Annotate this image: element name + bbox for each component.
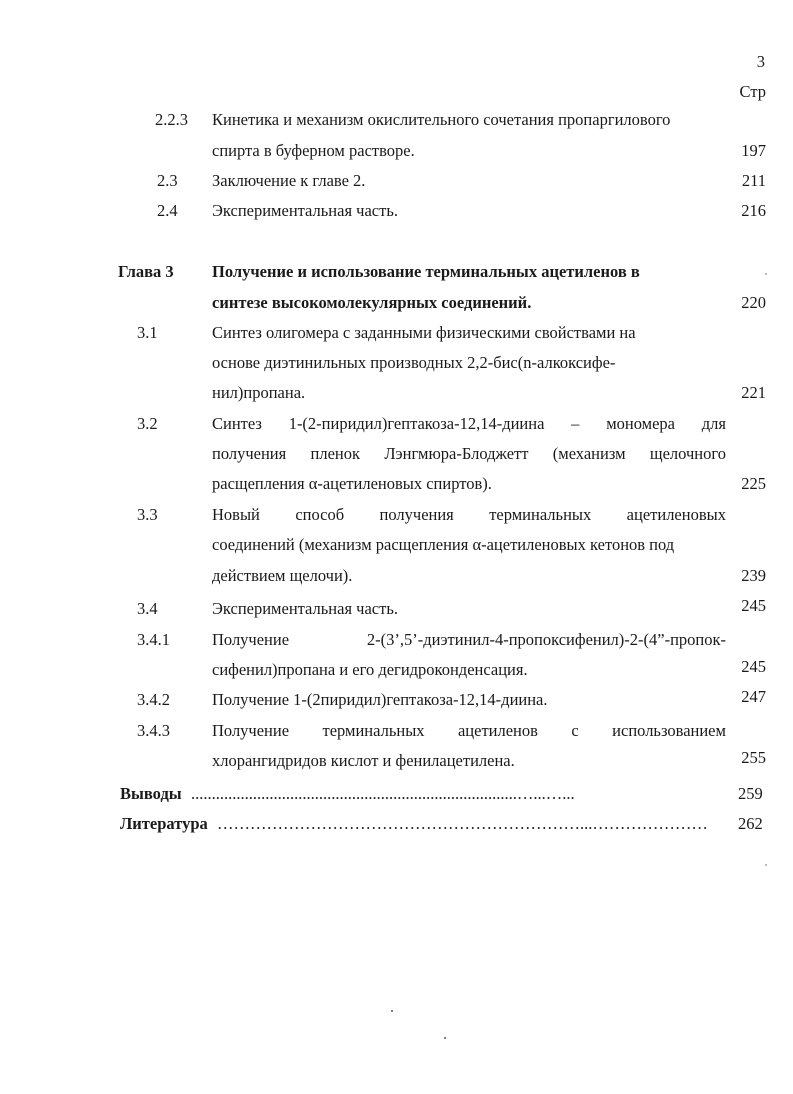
toc-number: 3.2 — [137, 414, 158, 433]
word: Лэнгмюра-Блоджетт — [384, 444, 529, 463]
word: 1-(2-пиридил)гептакоза-12,14-диина — [288, 414, 545, 433]
leader-dots: …………………………………………………………...………………… — [217, 814, 708, 833]
word: мономера — [606, 414, 675, 433]
toc-number: 3.4.1 — [137, 630, 170, 649]
word: терминальных — [489, 505, 592, 524]
word: Синтез — [212, 414, 262, 433]
word: пленок — [310, 444, 361, 463]
toc-number: 3.4.3 — [137, 721, 170, 740]
word: Получение — [212, 630, 290, 649]
word: с — [571, 721, 579, 740]
page-column-label: Стр — [739, 82, 766, 101]
toc-page-number: 225 — [741, 474, 766, 493]
toc-number: 3.3 — [137, 505, 158, 524]
toc-number: 3.4 — [137, 599, 158, 618]
toc-entry-justified-line — [212, 505, 726, 525]
word: ацетиленовых — [626, 505, 726, 524]
scan-speck — [765, 273, 767, 275]
toc-entry-justified-line — [212, 721, 726, 741]
toc-page-number: 211 — [741, 171, 766, 190]
toc-page-number: 245 — [741, 596, 766, 615]
toc-entry-text: Экспериментальная часть. — [212, 599, 398, 618]
scan-speck — [391, 1010, 393, 1012]
toc-number: 2.2.3 — [155, 110, 188, 129]
word: – — [571, 414, 580, 433]
toc-page-number: 245 — [741, 657, 766, 676]
toc-entry-text: действием щелочи). — [212, 566, 353, 585]
scan-speck — [765, 864, 767, 866]
toc-page-number: 239 — [741, 566, 766, 585]
leader-dots: ...............................................................................…...…... — [191, 784, 575, 803]
conclusions-label: Выводы — [120, 784, 182, 803]
page-number: 3 — [756, 52, 765, 71]
toc-page-number: 221 — [741, 383, 766, 402]
word: щелочного — [649, 444, 726, 463]
toc-page-number: 255 — [741, 748, 766, 767]
toc-page-number: 220 — [741, 293, 766, 312]
toc-entry-text: хлорангидридов кислот и фенилацетилена. — [212, 751, 515, 770]
word: (механизм — [552, 444, 626, 463]
toc-entry-text: нил)пропана. — [212, 383, 306, 402]
word: использованием — [612, 721, 726, 740]
toc-entry-text: Синтез олигомера с заданными физическими свойствами на — [212, 323, 636, 342]
chapter-title: Получение и использование терминальных ацетиленов в — [212, 262, 640, 281]
word: получения — [212, 444, 287, 463]
references-label: Литература — [120, 814, 208, 833]
word: Новый — [212, 505, 260, 524]
chapter-title: синтезе высокомолекулярных соединений. — [212, 293, 532, 312]
word: терминальных — [322, 721, 425, 740]
toc-number: 2.4 — [157, 201, 178, 220]
toc-entry-text: сифенил)пропана и его дегидроконденсация. — [212, 660, 528, 679]
toc-entry-text: Кинетика и механизм окислительного сочетания пропаргилового — [212, 110, 671, 129]
scan-speck — [444, 1037, 446, 1039]
toc-number: 3.1 — [137, 323, 158, 342]
chapter-label: Глава 3 — [118, 262, 174, 281]
toc-entry-text: Получение 1-(2пиридил)гептакоза-12,14-диина. — [212, 690, 548, 709]
toc-entry-text: расщепления α-ацетиленовых спиртов). — [212, 474, 492, 493]
toc-entry-text: Заключение к главе 2. — [212, 171, 366, 190]
toc-page-number: 216 — [741, 201, 766, 220]
toc-entry-text: основе диэтинильных производных 2,2-бис(n-алкоксифе- — [212, 353, 616, 372]
toc-page-number: 262 — [738, 814, 763, 833]
toc-entry-text: спирта в буферном растворе. — [212, 141, 415, 160]
toc-entry-justified-line — [212, 414, 726, 434]
toc-entry-justified-line — [212, 444, 726, 464]
word: способ — [295, 505, 345, 524]
toc-number: 3.4.2 — [137, 690, 170, 709]
word: 2-(3’,5’-диэтинил-4-пропоксифенил)-2-(4”-пропок- — [366, 630, 726, 649]
word: Получение — [212, 721, 290, 740]
toc-entry-text: Экспериментальная часть. — [212, 201, 398, 220]
toc-page-number: 197 — [741, 141, 766, 160]
word: ацетиленов — [457, 721, 538, 740]
toc-entry-text: соединений (механизм расщепления α-ацетиленовых кетонов под — [212, 535, 675, 554]
word: получения — [379, 505, 454, 524]
toc-entry-justified-line — [212, 630, 726, 650]
word: для — [701, 414, 726, 433]
toc-number: 2.3 — [157, 171, 178, 190]
toc-page-number: 259 — [738, 784, 763, 803]
toc-page-number: 247 — [741, 687, 766, 706]
